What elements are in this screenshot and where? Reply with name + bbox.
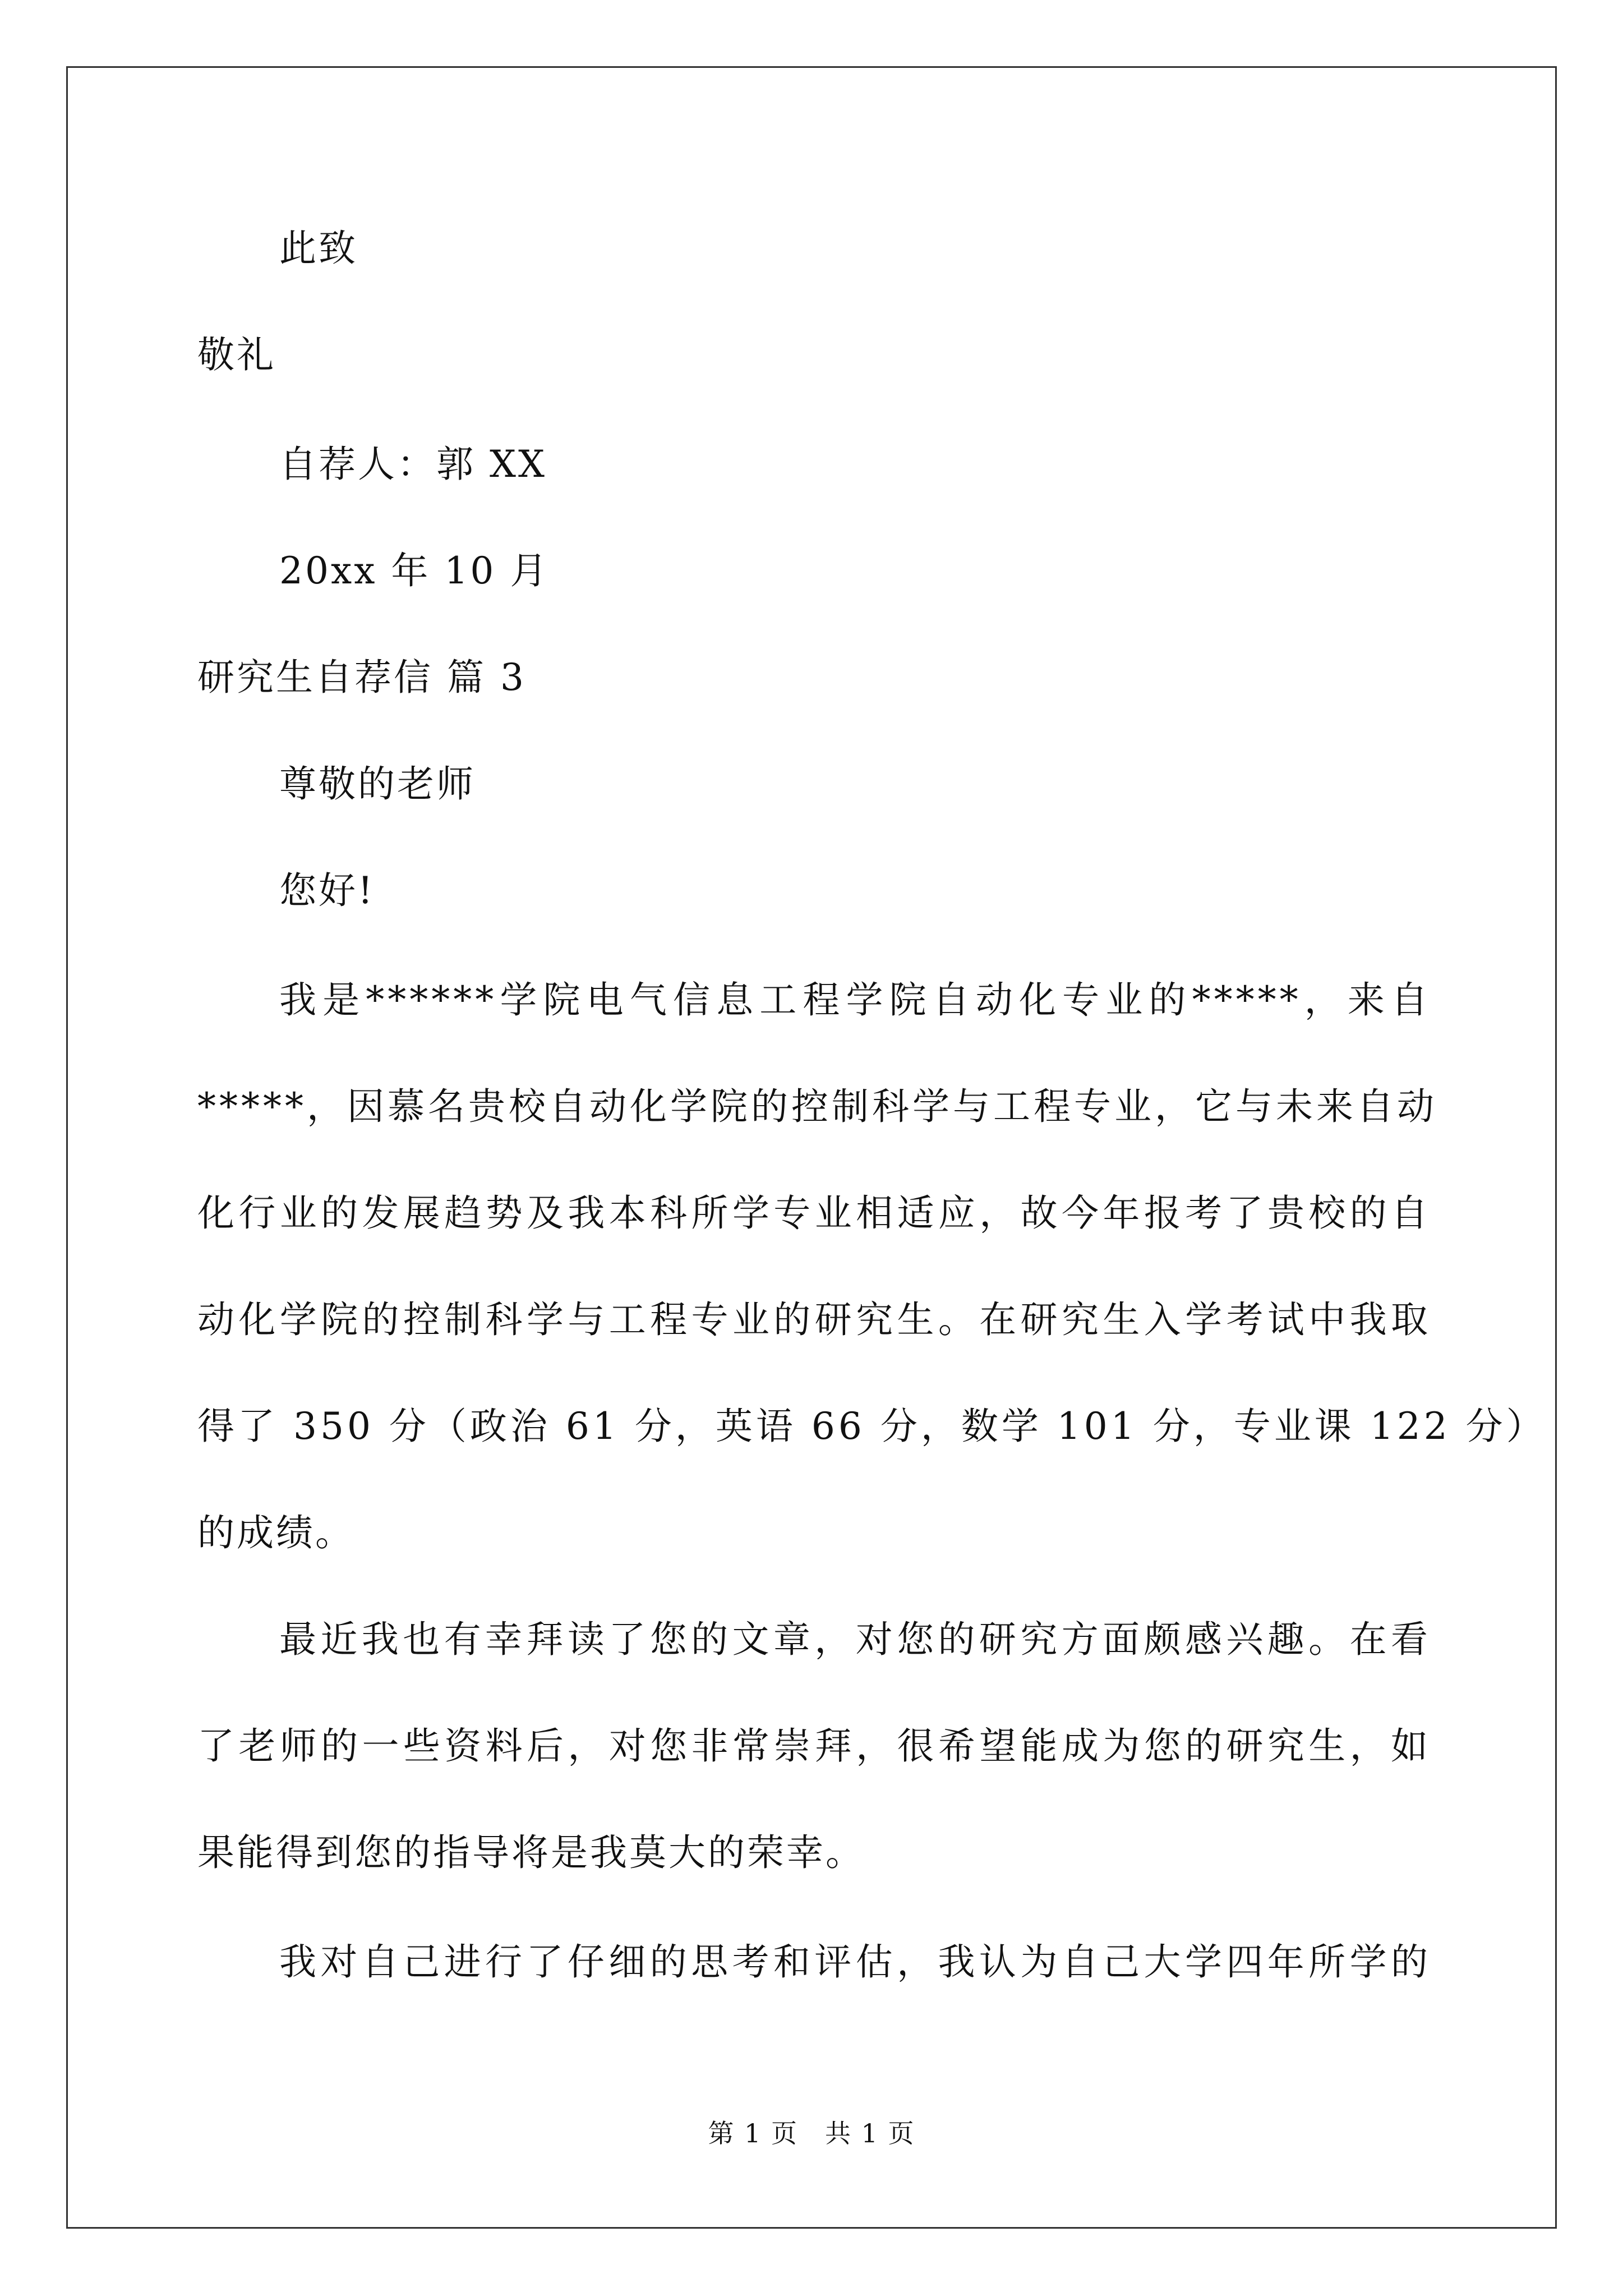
paragraph-2-line-3: 果能得到您的指导将是我莫大的荣幸。 (197, 1831, 865, 1874)
signer-line: 自荐人：郭 XX (279, 443, 547, 486)
paragraph-2-line-1: 最近我也有幸拜读了您的文章，对您的研究方面颇感兴趣。在看 (279, 1618, 1431, 1661)
page-border (66, 66, 1557, 2229)
salutation-line: 尊敬的老师 (279, 762, 476, 806)
paragraph-1-line-1: 我是******学院电气信息工程学院自动化专业的*****，来自 (279, 978, 1431, 1022)
closing-line-2: 敬礼 (197, 333, 276, 376)
paragraph-1-line-2: *****，因慕名贵校自动化学院的控制科学与工程专业，它与未来自动 (197, 1085, 1437, 1128)
paragraph-2-line-2: 了老师的一些资料后，对您非常崇拜，很希望能成为您的研究生，如 (197, 1724, 1431, 1768)
page-footer: 第 1 页 共 1 页 (708, 2118, 915, 2148)
section-title: 研究生自荐信 篇 3 (197, 656, 526, 699)
paragraph-1-line-3: 化行业的发展趋势及我本科所学专业相适应，故今年报考了贵校的自 (197, 1191, 1431, 1235)
paragraph-1-line-5: 得了 350 分（政治 61 分，英语 66 分，数学 101 分，专业课 122 分） (197, 1405, 1547, 1448)
greeting-line: 您好! (279, 869, 375, 912)
paragraph-1-line-4: 动化学院的控制科学与工程专业的研究生。在研究生入学考试中我取 (197, 1298, 1431, 1341)
closing-line-1: 此致 (279, 227, 358, 270)
paragraph-1-line-6: 的成绩。 (197, 1511, 354, 1554)
paragraph-3-line-1: 我对自己进行了仔细的思考和评估，我认为自己大学四年所学的 (279, 1940, 1431, 1984)
date-line: 20xx 年 10 月 (279, 549, 550, 592)
